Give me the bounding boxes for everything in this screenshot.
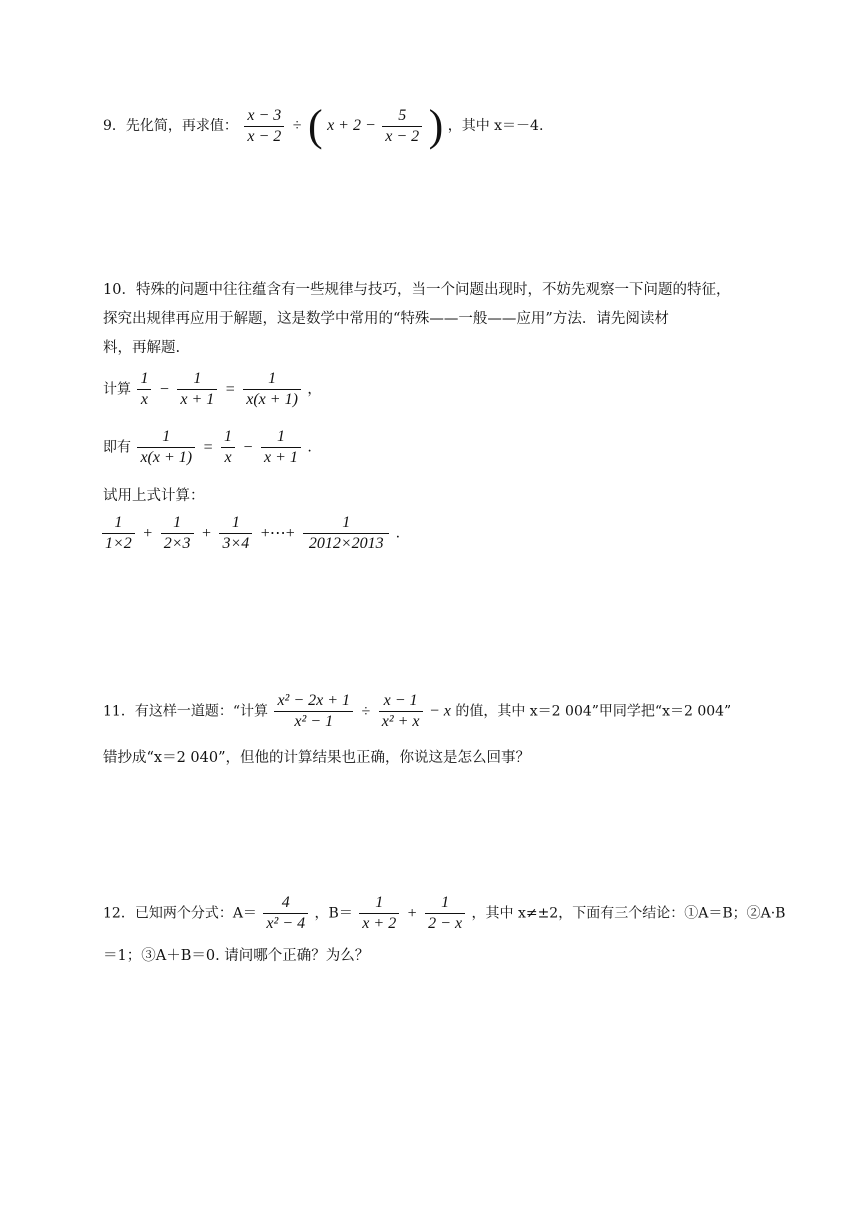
q9-left-paren: ( [307,101,323,150]
minus-sign: − [159,380,169,398]
q10-frac-b: $\frac{1}{x + 1}$ [177,370,217,409]
q10-sum-term-2: $\frac{1}{2\times 3}$ [161,514,194,553]
q11-suffix: 的值，其中 x＝2 004”甲同学把“x＝2 004” [455,703,732,720]
q10-line-1: 10．特殊的问题中往往蕴含有一些规律与技巧，当一个问题出现时，不妨先观察一下问题的特征， [103,282,731,298]
q10-try-label: 试用上式计算： [103,488,205,504]
q12-mid: ，B＝ [314,905,353,922]
q9-prefix: 9．先化简，再求值： [103,118,238,134]
q11-prefix: 11．有这样一道题：“计算 [103,703,268,720]
ellipsis-plus: +⋯+ [260,524,295,542]
q9-right-paren: ) [428,101,444,150]
minus-sign: − [243,438,253,456]
q10-line-3: 料，再解题. [103,340,181,356]
equals-sign: = [203,438,213,456]
divide-sign: ÷ [361,702,371,720]
q10-sum-term-1: $\frac{1}{1\times 2}$ [102,514,135,553]
q12-line-1 [103,894,785,933]
q12-suffix: ，其中 x≠±2，下面有三个结论：①A＝B；②A·B [471,905,786,922]
q9-divide-sign: ÷ [292,117,302,134]
q10-so-line [103,428,312,467]
q10-frac-e: $\frac{1}{x}$ [221,428,235,467]
q11-tail-x: − x [428,702,451,720]
comma: ， [307,381,322,398]
period: . [307,439,312,456]
q12-fraction-b1: $\frac{1}{x + 2}$ [359,894,399,933]
q10-frac-g: $\frac{1}{x + 1}$ [261,428,301,467]
q10-frac-c: $\frac{1}{x(x + 1)}$ [243,370,301,409]
q12-fraction-a: $\frac{4}{\text{x² − 4}}$ [263,894,308,933]
q10-so-label: 即有 [103,439,131,456]
period: . [395,525,401,542]
q12-fraction-b2: $\frac{1}{2 - x}$ [425,894,465,933]
q12-line-2: ＝1；③A＋B＝0. 请问哪个正确？为么？ [103,948,370,964]
q10-sum-line [100,514,400,553]
q11-line-2: 错抄成“x＝2 040”，但他的计算结果也正确，你说这是怎么回事？ [103,750,531,766]
plus-sign: + [407,904,417,922]
plus-sign: + [143,524,153,542]
q10-frac-a: $\frac{1}{x}$ [137,370,151,409]
q10-line-2: 探究出规律再应用于解题，这是数学中常用的“特殊——一般——应用”方法．请先阅读材 [103,311,669,327]
q10-sum-term-last: $\frac{1}{2012\times 2013}$ [303,514,389,553]
q9-fraction-2: $\frac{5}{x - 2}$ [382,107,422,146]
q10-calc-label: 计算 [103,381,131,398]
q9-suffix: ，其中 x＝－4. [447,118,544,134]
equals-sign: = [225,380,235,398]
q12-prefix: 12．已知两个分式：A＝ [103,905,257,922]
q10-calc-line [103,370,321,409]
q9-inner-expr: x + 2 − [327,117,376,134]
q9-fraction-1: $\frac{x - 3}{x - 2}$ [244,107,284,146]
q10-sum-term-3: $\frac{1}{3\times 4}$ [219,514,252,553]
q11-fraction-2: $\frac{x - 1}{\text{x² + x}}$ [379,692,423,731]
q11-line-1 [103,692,731,731]
q10-frac-d: $\frac{1}{x(x + 1)}$ [137,428,195,467]
question-9 [103,101,544,150]
q11-fraction-1: $\frac{\text{x² − 2x + 1}}{\text{x² − 1}}$ [274,692,353,731]
plus-sign: + [201,524,212,542]
